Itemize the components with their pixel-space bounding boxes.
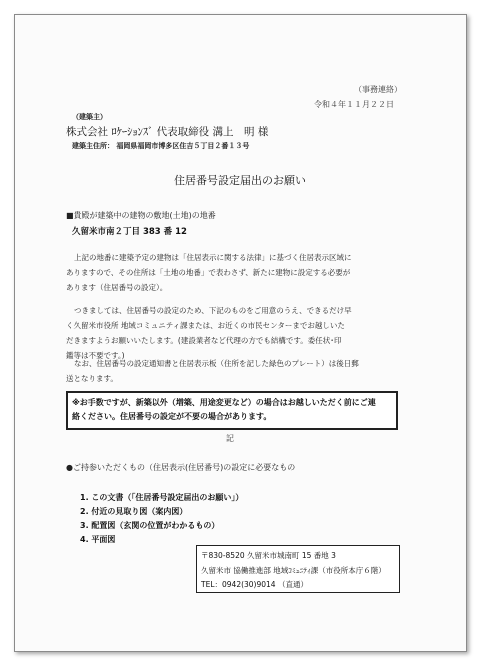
- lot-number: 久留米市南２丁目 383 番 12: [72, 227, 187, 237]
- list-item: 2. 付近の見取り図（案内図）: [80, 507, 188, 516]
- paragraph-line: ありますので、その住所は「土地の地番」で表わさず、新たに建物に設定する必要が: [66, 268, 351, 277]
- notice-box: [66, 391, 398, 430]
- document-type-label: （事務連絡）: [354, 85, 402, 94]
- contact-postal-address: 〒830-8520 久留米市城南町 15 番地 3: [201, 551, 336, 560]
- list-item: 4. 平面図: [80, 535, 116, 544]
- notice-line: 絡ください。住居番号の設定が不要の場合があります。: [72, 412, 272, 421]
- list-item: 3. 配置図（玄関の位置がわかるもの）: [80, 521, 220, 530]
- paragraph-line: 上記の地番に建築予定の建物は「住居表示に関する法律」に基づく住居表示区域に: [74, 253, 352, 262]
- paragraph-line: つきましては、住居番号の設定のため、下記のものをご用意のうえ、できるだけ早: [74, 306, 352, 315]
- notice-line: ※お手数ですが、新築以外（増築、用途変更など）の場合はお越しいただく前にご連: [72, 398, 376, 407]
- paragraph-line: あります（住居番号の設定）。: [66, 283, 168, 292]
- owner-role-label: （建築主）: [72, 113, 107, 121]
- body-paragraph-1: [66, 250, 401, 295]
- paragraph-line: 鑑等は不要です。): [66, 351, 125, 360]
- contact-box: [196, 545, 400, 593]
- list-item: 1. この文書（「住居番号設定届出のお願い」）: [80, 493, 244, 502]
- required-documents-list: [80, 491, 243, 547]
- issue-date: 令和４年１１月２２日: [314, 100, 394, 109]
- body-paragraph-3: [66, 356, 401, 386]
- contact-department: 久留米市 協働推進部 地域ｺﾐｭﾆﾃｨ課（市役所本庁６階）: [201, 566, 386, 575]
- paragraph-line: だきますようお願いいたします。(建設業者など代理の方でも結構です。委任状･印: [66, 336, 342, 345]
- items-to-bring-heading: ●ご持参いただくもの（住居表示(住居番号)の設定に必要なもの: [66, 463, 296, 472]
- contact-phone: TEL：0942(30)9014 （直通）: [201, 580, 308, 589]
- ki-label: 記: [226, 434, 234, 443]
- paragraph-line: く久留米市役所 地域コミュニティ課または、お近くの市民センターまでお越しいた: [66, 321, 345, 330]
- paragraph-line: なお、住居番号の設定通知書と住居表示板（住所を記した緑色のプレート）は後日郵: [74, 359, 359, 368]
- lot-section-heading: ■貴殿が建築中の建物の敷地(土地)の地番: [66, 211, 216, 220]
- body-paragraph-2: [66, 303, 401, 363]
- paragraph-line: 送となります。: [66, 374, 118, 383]
- notice-text: [72, 396, 394, 424]
- addressee-address: 建築主住所： 福岡県福岡市博多区住吉５丁目２番１３号: [72, 142, 250, 150]
- addressee-company: 株式会社 ﾛｹｰｼｮﾝｽﾞ 代表取締役 溝上 明 様: [66, 126, 269, 138]
- document-title: 住居番号設定届出のお願い: [174, 174, 306, 187]
